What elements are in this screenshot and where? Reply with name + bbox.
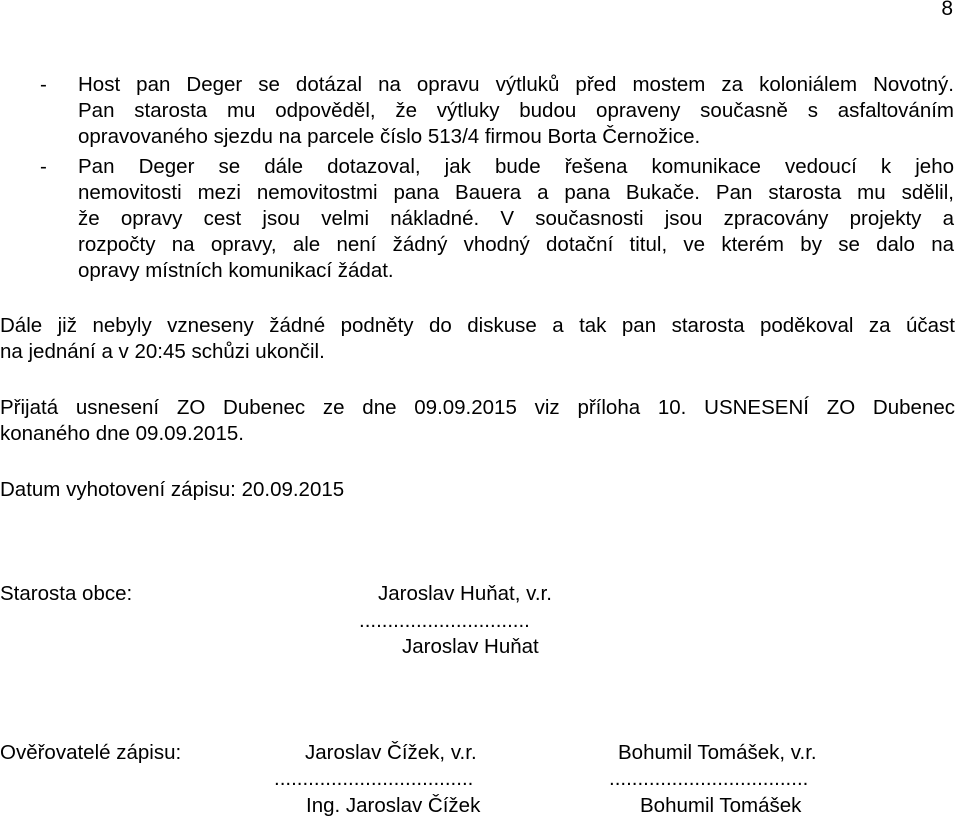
text-line: Pan Deger se dále dotazoval, jak bude řešena komunikace vedoucí k jeho [78, 155, 954, 178]
bullet-dash: - [40, 155, 47, 178]
mayor-name: Jaroslav Huňat [402, 635, 539, 658]
text-line: konaného dne 09.09.2015. [0, 422, 244, 445]
bullet-text [78, 154, 954, 284]
text-line: na jednání a v 20:45 schůzi ukončil. [0, 340, 325, 363]
mayor-signature: Jaroslav Huňat, v.r. [378, 582, 552, 605]
bullet-item [40, 72, 954, 150]
verifier-2-name: Bohumil Tomášek [640, 794, 802, 817]
text-line: Pan starosta mu odpověděl, že výtluky budou opraveny současně s asfaltováním [78, 99, 954, 122]
verifier-2-signature: Bohumil Tomášek, v.r. [618, 741, 817, 764]
verifier-2-dots: ................................... [609, 767, 809, 790]
page-number: 8 [941, 0, 953, 20]
verifiers-label: Ověřovatelé zápisu: [0, 741, 182, 764]
verifier-1-dots: ................................... [274, 767, 474, 790]
mayor-signature-dots: .............................. [359, 609, 530, 632]
mayor-label: Starosta obce: [0, 582, 133, 605]
bullet-item [40, 154, 954, 284]
bullet-dash: - [40, 73, 47, 96]
text-line: Přijatá usnesení ZO Dubenec ze dne 09.09.2015 viz příloha 10. USNESENÍ ZO Dubenec [0, 396, 955, 419]
text-line: Dále již nebyly vzneseny žádné podněty do diskuse a tak pan starosta poděkoval za účast [0, 314, 955, 337]
text-line: opravy místních komunikací žádat. [78, 259, 394, 282]
text-line: rozpočty na opravy, ale není žádný vhodný dotační titul, ve kterém by se dalo na [78, 233, 954, 256]
verifier-1-signature: Jaroslav Čížek, v.r. [305, 741, 477, 764]
verifier-1-name: Ing. Jaroslav Čížek [306, 794, 481, 817]
text-line: opravovaného sjezdu na parcele číslo 513/4 firmou Borta Černožice. [78, 125, 701, 148]
date-line: Datum vyhotovení zápisu: 20.09.2015 [0, 478, 345, 501]
text-line: Host pan Deger se dotázal na opravu výtluků před mostem za koloniálem Novotný. [78, 73, 954, 96]
closing-paragraph [0, 313, 955, 365]
text-line: nemovitosti mezi nemovitostmi pana Bauera a pana Bukače. Pan starosta mu sdělil, [78, 181, 954, 204]
resolutions-paragraph [0, 395, 955, 447]
bullet-text [78, 72, 954, 150]
text-line: že opravy cest jsou velmi nákladné. V současnosti jsou zpracovány projekty a [78, 207, 954, 230]
